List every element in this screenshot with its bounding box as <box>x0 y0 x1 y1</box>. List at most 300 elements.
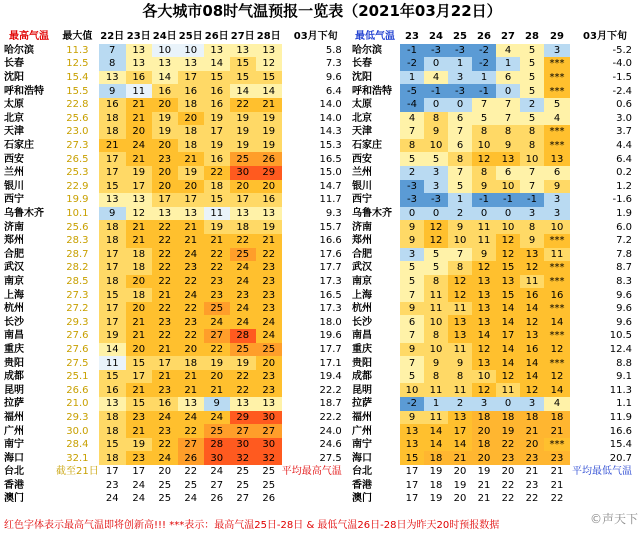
high-temp-cell: 22 <box>152 261 178 275</box>
high-temp-cell: 20 <box>152 166 178 180</box>
high-header-cell: 28日 <box>256 31 281 43</box>
high-temp-cell: 19 <box>230 125 256 139</box>
city-name: 呼和浩特 <box>2 84 56 98</box>
high-temp-cell: 23 <box>126 451 152 465</box>
high-temp-cell: 25 <box>152 479 178 493</box>
low-table-row <box>350 315 640 329</box>
low-temp-cell: 17 <box>400 479 424 493</box>
low-temp-cell: 2 <box>448 207 472 221</box>
high-temp-cell: 19 <box>230 356 256 370</box>
city-name: 昆明 <box>2 383 56 397</box>
high-temp-cell: 22 <box>178 275 204 289</box>
city-name: 澳门 <box>2 492 56 506</box>
low-temp-cell: -3 <box>448 44 472 58</box>
city-name: 南昌 <box>2 329 56 343</box>
max-record-cell: 截至21日 <box>56 466 99 478</box>
low-temp-cell: 19 <box>448 479 472 493</box>
high-temp-cell: 18 <box>99 220 126 234</box>
high-temp-cell: 13 <box>204 44 230 58</box>
avg-high-cell <box>282 492 350 506</box>
city-name: 长春 <box>2 57 56 71</box>
high-temp-cell: 20 <box>152 139 178 153</box>
high-temp-cell: 23 <box>256 383 282 397</box>
high-table-row <box>2 261 350 275</box>
high-table-row <box>2 397 350 411</box>
high-temp-cell: 20 <box>230 180 256 194</box>
high-temp-cell: 22 <box>152 329 178 343</box>
city-name: 石家庄 <box>350 139 400 153</box>
low-temp-cell: 0 <box>496 207 520 221</box>
high-temp-cell: 19 <box>256 139 282 153</box>
high-temp-cell: 20 <box>178 180 204 194</box>
high-temp-cell: 24 <box>230 261 256 275</box>
max-record-cell: 21.0 <box>56 397 99 411</box>
low-header-cell: 23 <box>400 30 424 44</box>
high-temp-cell: 16 <box>204 84 230 98</box>
low-temp-cell: *** <box>544 329 570 343</box>
low-temp-cell: 12 <box>472 343 496 357</box>
low-temp-cell: 18 <box>472 411 496 425</box>
high-temp-cell: 20 <box>126 343 152 357</box>
high-table-row <box>2 125 350 139</box>
high-temp-cell: 15 <box>126 356 152 370</box>
low-temp-cell: *** <box>544 438 570 452</box>
high-temp-cell: 21 <box>178 234 204 248</box>
max-record-cell: 29.3 <box>56 411 99 425</box>
low-temp-cell: 1 <box>448 57 472 71</box>
low-temp-cell: 16 <box>520 288 544 302</box>
high-temp-cell: 23 <box>152 152 178 166</box>
low-temp-cell: 18 <box>496 411 520 425</box>
high-header-cell: 27日 <box>230 31 255 43</box>
high-table-row <box>2 356 350 370</box>
low-header-cell: 29 <box>544 30 570 44</box>
city-name: 重庆 <box>350 343 400 357</box>
low-table-row <box>350 275 640 289</box>
low-table-row <box>350 125 640 139</box>
max-record-cell: 28.2 <box>56 261 99 275</box>
high-table-row <box>2 207 350 221</box>
low-temp-cell: 11 <box>472 234 496 248</box>
low-temp-cell: 22 <box>496 438 520 452</box>
high-temp-cell: 19 <box>126 166 152 180</box>
high-table-row <box>2 84 350 98</box>
high-temp-cell: 19 <box>126 438 152 452</box>
avg-low-cell: -2.4 <box>570 84 640 98</box>
high-temp-cell: 25 <box>230 479 256 493</box>
high-temp-cell: 23 <box>178 315 204 329</box>
high-table-row <box>2 180 350 194</box>
high-temp-cell: 14 <box>152 71 178 85</box>
high-temp-cell: 18 <box>99 424 126 438</box>
high-table-row <box>2 383 350 397</box>
low-temp-cell: 10 <box>448 234 472 248</box>
low-table-row <box>350 492 640 506</box>
low-temp-cell: 8 <box>496 125 520 139</box>
low-temp-cell: 11 <box>424 302 448 316</box>
avg-high-cell: 18.7 <box>282 397 350 411</box>
high-temp-cell: 15 <box>126 397 152 411</box>
low-temp-cell: 4 <box>424 71 448 85</box>
low-table-row <box>350 180 640 194</box>
avg-high-cell: 14.0 <box>282 98 350 112</box>
avg-high-cell: 24.0 <box>282 424 350 438</box>
avg-low-cell: 16.6 <box>570 424 640 438</box>
low-temp-cell: 8 <box>424 112 448 126</box>
high-temp-cell: 24 <box>178 248 204 262</box>
low-table-header <box>350 30 640 44</box>
high-temp-cell: 24 <box>126 479 152 493</box>
high-temp-cell: 18 <box>178 139 204 153</box>
high-temp-cell: 11 <box>204 207 230 221</box>
high-temp-cell: 18 <box>99 125 126 139</box>
low-temp-cell: 23 <box>496 451 520 465</box>
avg-low-cell: 6.0 <box>570 220 640 234</box>
avg-low-cell: 8.7 <box>570 261 640 275</box>
high-temp-cell: 19 <box>152 125 178 139</box>
low-temp-cell: 5 <box>424 152 448 166</box>
high-temp-cell: 30 <box>256 438 282 452</box>
high-temp-cell: 24 <box>99 492 126 506</box>
avg-low-cell: 6.4 <box>570 152 640 166</box>
low-temp-cell: -2 <box>472 57 496 71</box>
low-temp-cell: 10 <box>544 220 570 234</box>
high-temp-cell: 19 <box>230 112 256 126</box>
high-table-row <box>2 71 350 85</box>
low-temp-cell: 12 <box>472 261 496 275</box>
avg-low-cell: 平均最低气温 <box>570 465 640 479</box>
high-temp-cell: 20 <box>152 98 178 112</box>
low-temp-cell: 8 <box>400 139 424 153</box>
low-temp-cell: 21 <box>520 424 544 438</box>
high-temp-cell: 18 <box>178 98 204 112</box>
low-temp-cell: 17 <box>496 329 520 343</box>
high-temp-cell: 11 <box>99 356 126 370</box>
low-temp-cell: *** <box>544 302 570 316</box>
low-temp-cell: 13 <box>544 152 570 166</box>
high-temp-cell: 13 <box>256 207 282 221</box>
high-temp-cell: 16 <box>152 84 178 98</box>
low-temp-cell: 13 <box>472 315 496 329</box>
avg-low-cell: 9.6 <box>570 302 640 316</box>
low-temp-cell: *** <box>544 57 570 71</box>
high-temp-cell: 17 <box>99 248 126 262</box>
avg-low-cell: 9.6 <box>570 315 640 329</box>
high-temp-cell: 30 <box>256 411 282 425</box>
low-table-row <box>350 438 640 452</box>
max-record-cell: 30.0 <box>56 424 99 438</box>
low-temp-cell: 10 <box>400 383 424 397</box>
high-temp-cell: 19 <box>204 139 230 153</box>
high-temp-cell: 24 <box>152 411 178 425</box>
high-temp-cell: 23 <box>230 288 256 302</box>
low-temp-cell: 5 <box>520 44 544 58</box>
low-temp-cell: 9 <box>400 220 424 234</box>
city-name: 银川 <box>2 180 56 194</box>
low-temp-cell: 0 <box>472 207 496 221</box>
high-temp-cell: 23 <box>256 275 282 289</box>
high-temp-cell: 16 <box>204 152 230 166</box>
avg-high-cell: 14.7 <box>282 180 350 194</box>
high-temp-cell: 22 <box>178 465 204 479</box>
low-temp-cell: 21 <box>544 465 570 479</box>
low-temp-cell: 13 <box>496 152 520 166</box>
high-temp-cell: 18 <box>99 275 126 289</box>
low-temp-cell: 14 <box>520 370 544 384</box>
low-temp-cell: 12 <box>496 234 520 248</box>
high-temp-cell: 19 <box>256 220 282 234</box>
max-record-cell <box>56 492 99 506</box>
low-temp-cell: 14 <box>544 315 570 329</box>
avg-high-cell: 11.7 <box>282 193 350 207</box>
high-temp-cell: 18 <box>178 125 204 139</box>
low-temp-cell: 13 <box>448 411 472 425</box>
low-temp-cell: 6 <box>496 166 520 180</box>
high-temp-cell: 21 <box>204 234 230 248</box>
low-temp-cell: 11 <box>424 288 448 302</box>
high-temp-cell: 25 <box>230 343 256 357</box>
low-temp-cell: 20 <box>472 424 496 438</box>
low-header-cell: 03月下旬 <box>570 30 640 44</box>
low-table-row <box>350 370 640 384</box>
city-name: 太原 <box>350 98 400 112</box>
city-name: 银川 <box>350 180 400 194</box>
high-table-row <box>2 139 350 153</box>
high-temp-cell: 13 <box>178 57 204 71</box>
avg-high-cell: 22.2 <box>282 411 350 425</box>
low-temp-cell: 14 <box>544 383 570 397</box>
high-table-row <box>2 220 350 234</box>
low-temp-cell: 8 <box>520 125 544 139</box>
max-record-cell: 15.5 <box>56 84 99 98</box>
high-table-row <box>2 166 350 180</box>
low-temp-cell: 10 <box>496 180 520 194</box>
high-temp-cell: 10 <box>178 44 204 58</box>
low-temp-cell: 13 <box>520 248 544 262</box>
low-temp-cell: 13 <box>496 275 520 289</box>
low-temp-cell: *** <box>544 261 570 275</box>
city-name: 郑州 <box>350 234 400 248</box>
high-temp-cell: 17 <box>99 261 126 275</box>
high-temp-cell: 17 <box>99 166 126 180</box>
high-table-row <box>2 424 350 438</box>
high-temp-cell: 30 <box>230 166 256 180</box>
low-temp-cell: 18 <box>424 451 448 465</box>
low-table-row <box>350 112 640 126</box>
low-temp-cell: 3 <box>448 71 472 85</box>
city-name: 乌鲁木齐 <box>350 207 400 221</box>
high-temp-cell: 28 <box>204 438 230 452</box>
max-record-cell: 23.0 <box>56 125 99 139</box>
low-temp-cell: 9 <box>496 139 520 153</box>
high-temp-cell: 18 <box>99 112 126 126</box>
high-table-row <box>2 370 350 384</box>
low-temp-cell: 19 <box>424 465 448 479</box>
low-table-row <box>350 44 640 58</box>
high-table-row <box>2 492 350 506</box>
low-table-row <box>350 57 640 71</box>
low-temp-cell: 12 <box>520 315 544 329</box>
low-temp-cell: -2 <box>400 397 424 411</box>
city-name: 兰州 <box>350 166 400 180</box>
high-temp-cell: 18 <box>126 288 152 302</box>
low-temp-cell: 9 <box>400 343 424 357</box>
high-temp-cell: 18 <box>99 411 126 425</box>
city-name: 哈尔滨 <box>2 44 56 58</box>
avg-high-cell: 16.6 <box>282 234 350 248</box>
city-name: 北京 <box>2 112 56 126</box>
low-temp-cell: 10 <box>472 370 496 384</box>
avg-low-cell: 8.8 <box>570 356 640 370</box>
low-temp-cell: 0 <box>496 397 520 411</box>
low-temp-cell: 23 <box>544 451 570 465</box>
low-temp-cell: 22 <box>520 492 544 506</box>
low-temp-cell: 0 <box>424 207 448 221</box>
high-temp-cell: 20 <box>256 356 282 370</box>
max-record-cell: 25.6 <box>56 112 99 126</box>
avg-high-cell: 24.6 <box>282 438 350 452</box>
low-temp-cell: 3 <box>544 207 570 221</box>
low-temp-cell: 14 <box>520 356 544 370</box>
high-temp-cell: 25 <box>256 343 282 357</box>
high-temp-cell: 11 <box>126 84 152 98</box>
max-record-cell: 15.4 <box>56 71 99 85</box>
high-temp-cell: 17 <box>126 465 152 479</box>
low-temp-cell: 11 <box>424 411 448 425</box>
low-temp-cell: 11 <box>448 383 472 397</box>
city-name: 石家庄 <box>2 139 56 153</box>
high-temp-cell: 13 <box>99 397 126 411</box>
high-table-row <box>2 57 350 71</box>
low-table-row <box>350 234 640 248</box>
city-name: 济南 <box>350 220 400 234</box>
low-temp-cell: 8 <box>424 370 448 384</box>
low-temp-cell: 3 <box>472 397 496 411</box>
max-record-cell: 26.6 <box>56 383 99 397</box>
low-temp-cell: 12 <box>472 383 496 397</box>
low-temp-cell: 7 <box>496 98 520 112</box>
page-title: 各大城市08时气温预报一览表（2021年03月22日） <box>142 2 502 20</box>
high-table-row <box>2 248 350 262</box>
avg-low-cell: 10.5 <box>570 329 640 343</box>
high-temp-cell: 15 <box>230 71 256 85</box>
low-temp-cell: 21 <box>544 424 570 438</box>
avg-high-cell: 22.2 <box>282 383 350 397</box>
high-temp-cell: 15 <box>99 180 126 194</box>
high-temp-cell: 22 <box>178 302 204 316</box>
high-temp-cell: 21 <box>126 424 152 438</box>
low-temp-cell: 8 <box>424 275 448 289</box>
low-table-row <box>350 71 640 85</box>
city-name: 香港 <box>2 479 56 493</box>
high-temp-cell: 22 <box>152 234 178 248</box>
low-temp-cell: 14 <box>448 438 472 452</box>
city-name: 长春 <box>350 57 400 71</box>
low-temp-cell: 10 <box>424 139 448 153</box>
city-name: 拉萨 <box>350 397 400 411</box>
low-temp-cell: 2 <box>400 166 424 180</box>
low-temp-cell: 3 <box>400 248 424 262</box>
low-temp-cell: 7 <box>448 125 472 139</box>
low-temp-cell: 9 <box>544 180 570 194</box>
low-temp-cell: 20 <box>472 451 496 465</box>
high-temp-cell: 14 <box>204 57 230 71</box>
city-name: 成都 <box>2 370 56 384</box>
high-temp-cell: 23 <box>152 383 178 397</box>
footnote: 红色字体表示最高气温即将创新高!!! ***表示：最高气温25日-28日 & 最低气温26日-28日为昨天20时预报数据 <box>4 520 500 531</box>
avg-high-cell: 9.6 <box>282 71 350 85</box>
high-temp-cell: 25 <box>230 152 256 166</box>
high-table-row <box>2 112 350 126</box>
low-temp-cell: 14 <box>520 302 544 316</box>
high-temp-cell: 27 <box>256 424 282 438</box>
low-temp-cell: 19 <box>424 492 448 506</box>
city-name: 西安 <box>350 152 400 166</box>
high-temp-cell: 24 <box>204 465 230 479</box>
high-temp-cell: 13 <box>178 207 204 221</box>
max-record-cell: 28.3 <box>56 234 99 248</box>
high-temp-cell: 19 <box>204 112 230 126</box>
city-name: 武汉 <box>350 261 400 275</box>
low-temp-cell: 12 <box>496 248 520 262</box>
low-temp-cell: 3 <box>520 207 544 221</box>
high-table-row <box>2 438 350 452</box>
high-temp-cell: 18 <box>99 234 126 248</box>
avg-high-cell: 17.3 <box>282 302 350 316</box>
low-temp-cell: 6 <box>448 112 472 126</box>
low-temp-cell: 8 <box>448 370 472 384</box>
max-record-cell: 28.5 <box>56 275 99 289</box>
low-temp-cell: 12 <box>424 220 448 234</box>
city-name: 杭州 <box>350 302 400 316</box>
low-temp-cell: -2 <box>472 44 496 58</box>
low-temp-cell: -1 <box>520 193 544 207</box>
max-record-cell: 27.3 <box>56 139 99 153</box>
high-temp-cell: 17 <box>178 193 204 207</box>
high-temp-cell: 24 <box>178 288 204 302</box>
low-temp-cell: 9 <box>400 234 424 248</box>
avg-low-cell: -5.2 <box>570 44 640 58</box>
low-table-row <box>350 261 640 275</box>
high-temp-cell: 15 <box>230 57 256 71</box>
high-temp-cell: 20 <box>126 125 152 139</box>
avg-low-cell: 0.2 <box>570 166 640 180</box>
high-temp-cell: 17 <box>230 193 256 207</box>
high-table-header <box>2 30 350 44</box>
avg-high-cell: 16.5 <box>282 288 350 302</box>
low-table-row <box>350 383 640 397</box>
avg-high-cell: 17.1 <box>282 356 350 370</box>
low-temp-cell: 20 <box>520 438 544 452</box>
low-temp-cell: 13 <box>472 275 496 289</box>
high-temp-cell: 28 <box>230 329 256 343</box>
low-temp-cell: 5 <box>400 370 424 384</box>
high-temp-cell: 29 <box>230 411 256 425</box>
high-temp-cell: 15 <box>204 71 230 85</box>
low-temp-cell: 1 <box>448 193 472 207</box>
city-name: 西安 <box>2 152 56 166</box>
low-temp-cell: 17 <box>400 465 424 479</box>
avg-low-cell: -4.0 <box>570 57 640 71</box>
watermark: ©声天下 <box>589 512 638 526</box>
high-temp-cell: 21 <box>178 383 204 397</box>
low-table-row <box>350 248 640 262</box>
high-temp-cell: 22 <box>152 302 178 316</box>
avg-high-cell: 18.0 <box>282 315 350 329</box>
low-temp-cell: *** <box>544 356 570 370</box>
high-temp-cell: 24 <box>178 492 204 506</box>
avg-high-cell: 17.3 <box>282 275 350 289</box>
